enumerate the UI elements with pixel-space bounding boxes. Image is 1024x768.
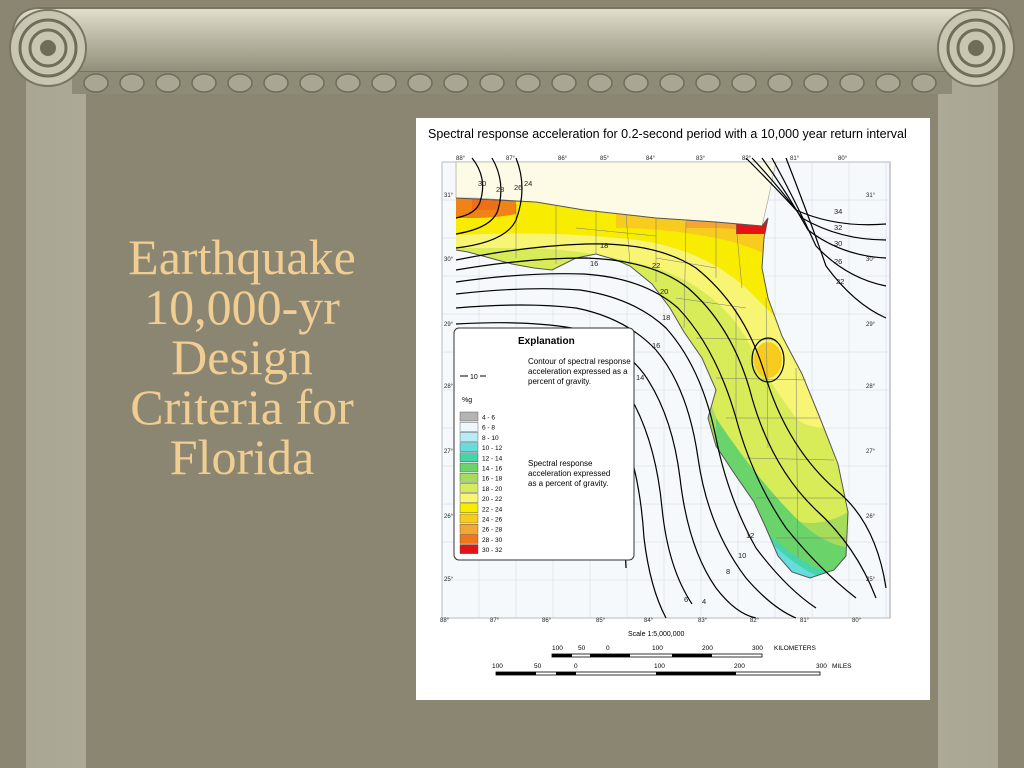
- legend-bin-label: 18 - 20: [482, 485, 503, 493]
- capital-egg: [372, 74, 396, 92]
- legend-bin-label: 12 - 14: [482, 455, 503, 463]
- contour-explanation-1: Contour of spectral response: [528, 357, 631, 366]
- capital-egg: [228, 74, 252, 92]
- map-scale: [492, 631, 852, 675]
- mile-tick-label: 100: [492, 663, 503, 670]
- contour-explanation-3: percent of gravity.: [528, 377, 591, 386]
- longitude-label: 82°: [742, 156, 752, 162]
- capital-egg: [660, 74, 684, 92]
- capital-egg: [444, 74, 468, 92]
- legend-bin-label: 24 - 26: [482, 516, 503, 524]
- latitude-label: 27°: [866, 449, 876, 455]
- legend-swatch: [460, 504, 478, 513]
- contour-label: 28: [496, 185, 505, 194]
- legend-bin-label: 30 - 32: [482, 547, 503, 555]
- longitude-label: 84°: [646, 156, 656, 162]
- capital-egg: [624, 74, 648, 92]
- capital-egg: [300, 74, 324, 92]
- latitude-label: 27°: [444, 449, 454, 455]
- mile-tick-label: 100: [654, 663, 665, 670]
- contour-label: 22: [652, 261, 661, 270]
- mile-unit: MILES: [832, 663, 852, 670]
- mile-scale-fill-1: [496, 672, 536, 675]
- contour-label: 20: [660, 287, 669, 296]
- legend-bin-label: 20 - 22: [482, 496, 503, 504]
- longitude-label: 86°: [558, 156, 568, 162]
- mile-tick-label: 200: [734, 663, 745, 670]
- left-volute: [10, 10, 86, 86]
- latitude-label: 25°: [444, 577, 454, 583]
- capital-egg: [876, 74, 900, 92]
- legend-bin-label: 26 - 28: [482, 526, 503, 534]
- longitude-label: 81°: [790, 156, 800, 162]
- legend-bin-label: 28 - 30: [482, 536, 503, 544]
- capital-egg: [912, 74, 936, 92]
- latitude-label: 26°: [866, 514, 876, 520]
- km-scale-fill-2: [590, 654, 630, 657]
- title-line-2: 10,000-yr: [144, 279, 340, 335]
- legend-swatch: [460, 473, 478, 482]
- title-line-3: Design: [171, 329, 313, 385]
- contour-label: 18: [662, 313, 671, 322]
- capital-egg: [84, 74, 108, 92]
- map-heading: Spectral response acceleration for 0.2-second period with a 10,000 year return interval: [428, 127, 907, 141]
- contour-label: 14: [636, 373, 645, 382]
- capital-egg: [156, 74, 180, 92]
- contour-label: 16: [590, 259, 599, 268]
- contour-symbol-value: 10: [470, 374, 478, 381]
- longitude-label: 88°: [456, 156, 466, 162]
- capital-egg: [264, 74, 288, 92]
- seismic-map-figure: [416, 118, 930, 700]
- right-volute: [938, 10, 1014, 86]
- capital-egg: [732, 74, 756, 92]
- slide-title: [92, 229, 392, 485]
- legend-swatch: [460, 534, 478, 543]
- legend-swatch: [460, 422, 478, 431]
- capital-egg: [120, 74, 144, 92]
- km-tick-label: 50: [578, 645, 586, 652]
- km-tick-label: 0: [606, 645, 610, 652]
- longitude-label: 83°: [696, 156, 706, 162]
- longitude-label: 86°: [542, 618, 552, 624]
- longitude-label: 88°: [440, 618, 450, 624]
- longitude-label: 80°: [838, 156, 848, 162]
- contour-label: 6: [684, 595, 689, 604]
- latitude-label: 31°: [444, 193, 454, 199]
- contour-label: 8: [726, 567, 731, 576]
- legend-bin-label: 16 - 18: [482, 475, 503, 483]
- legend-swatch: [460, 524, 478, 533]
- shade-explanation-2: acceleration expressed: [528, 469, 611, 478]
- capital-egg: [804, 74, 828, 92]
- legend-swatch: [460, 412, 478, 421]
- mile-tick-label: 50: [534, 663, 542, 670]
- legend-swatch: [460, 443, 478, 452]
- legend-swatch: [460, 545, 478, 554]
- latitude-label: 28°: [444, 384, 454, 390]
- capital-egg: [588, 74, 612, 92]
- mile-scale-labels: [492, 663, 827, 670]
- contour-label: 30: [478, 179, 487, 188]
- map-legend: [454, 328, 634, 560]
- contour-explanation-2: acceleration expressed as a: [528, 367, 628, 376]
- legend-swatch: [460, 494, 478, 503]
- km-tick-label: 100: [652, 645, 663, 652]
- title-line-5: Florida: [169, 429, 315, 485]
- legend-swatch: [460, 463, 478, 472]
- longitude-label: 87°: [490, 618, 500, 624]
- capital-egg: [192, 74, 216, 92]
- contour-label: 22: [836, 277, 845, 286]
- longitude-label: 84°: [644, 618, 654, 624]
- longitude-label: 81°: [800, 618, 810, 624]
- contour-label: 26: [834, 257, 843, 266]
- top-longitude-labels: [456, 156, 848, 162]
- mile-scale-fill-3: [656, 672, 736, 675]
- capital-egg: [480, 74, 504, 92]
- shade-explanation-3: as a percent of gravity.: [528, 479, 609, 488]
- contour-label: 30: [834, 239, 843, 248]
- latitude-label: 31°: [866, 193, 876, 199]
- km-scale-fill-3: [672, 654, 712, 657]
- capital-egg: [516, 74, 540, 92]
- longitude-label: 85°: [596, 618, 606, 624]
- latitude-label: 28°: [866, 384, 876, 390]
- longitude-label: 82°: [750, 618, 760, 624]
- title-line-4: Criteria for: [130, 379, 354, 435]
- contour-label: 4: [702, 597, 707, 606]
- km-tick-label: 200: [702, 645, 713, 652]
- km-scale-bar: [552, 654, 762, 657]
- legend-swatch: [460, 432, 478, 441]
- title-line-1: Earthquake: [128, 229, 356, 285]
- capital-egg: [840, 74, 864, 92]
- contour-label: 16: [652, 341, 661, 350]
- latitude-label: 29°: [444, 322, 454, 328]
- capital-egg: [336, 74, 360, 92]
- latitude-label: 30°: [866, 257, 876, 263]
- legend-swatch: [460, 453, 478, 462]
- scale-ratio: Scale 1:5,000,000: [628, 631, 685, 638]
- capital-egg: [696, 74, 720, 92]
- contour-label: 24: [524, 179, 533, 188]
- contour-label: 34: [834, 207, 843, 216]
- column-capital: [12, 8, 1012, 72]
- capital-egg: [768, 74, 792, 92]
- seismic-map: [416, 118, 930, 700]
- shade-explanation-1: Spectral response: [528, 459, 593, 468]
- km-tick-label: 100: [552, 645, 563, 652]
- legend-bin-label: 10 - 12: [482, 445, 503, 453]
- latitude-label: 29°: [866, 322, 876, 328]
- latitude-label: 25°: [866, 577, 876, 583]
- longitude-label: 85°: [600, 156, 610, 162]
- bottom-longitude-labels: [440, 618, 862, 624]
- mile-tick-label: 0: [574, 663, 578, 670]
- contour-label: 26: [514, 183, 523, 192]
- contour-label: 32: [834, 223, 843, 232]
- capital-egg: [408, 74, 432, 92]
- km-scale-fill-1: [552, 654, 572, 657]
- legend-bin-label: 4 - 6: [482, 414, 496, 422]
- latitude-label: 30°: [444, 257, 454, 263]
- longitude-label: 83°: [698, 618, 708, 624]
- mile-tick-label: 300: [816, 663, 827, 670]
- legend-title: Explanation: [518, 336, 575, 347]
- latitude-label: 26°: [444, 514, 454, 520]
- legend-unit: %g: [462, 397, 473, 404]
- legend-swatch: [460, 483, 478, 492]
- mile-scale-fill-2: [556, 672, 576, 675]
- km-scale-labels: [552, 645, 763, 652]
- longitude-label: 87°: [506, 156, 516, 162]
- km-unit: KILOMETERS: [774, 645, 816, 652]
- legend-bin-label: 8 - 10: [482, 434, 499, 442]
- contour-label: 12: [746, 531, 755, 540]
- longitude-label: 80°: [852, 618, 862, 624]
- km-tick-label: 300: [752, 645, 763, 652]
- contour-label: 10: [738, 551, 747, 560]
- legend-swatch: [460, 514, 478, 523]
- legend-bin-label: 6 - 8: [482, 424, 496, 432]
- legend-bin-label: 14 - 16: [482, 465, 503, 473]
- legend-bin-label: 22 - 24: [482, 506, 503, 514]
- capital-egg: [552, 74, 576, 92]
- contour-label: 18: [600, 241, 609, 250]
